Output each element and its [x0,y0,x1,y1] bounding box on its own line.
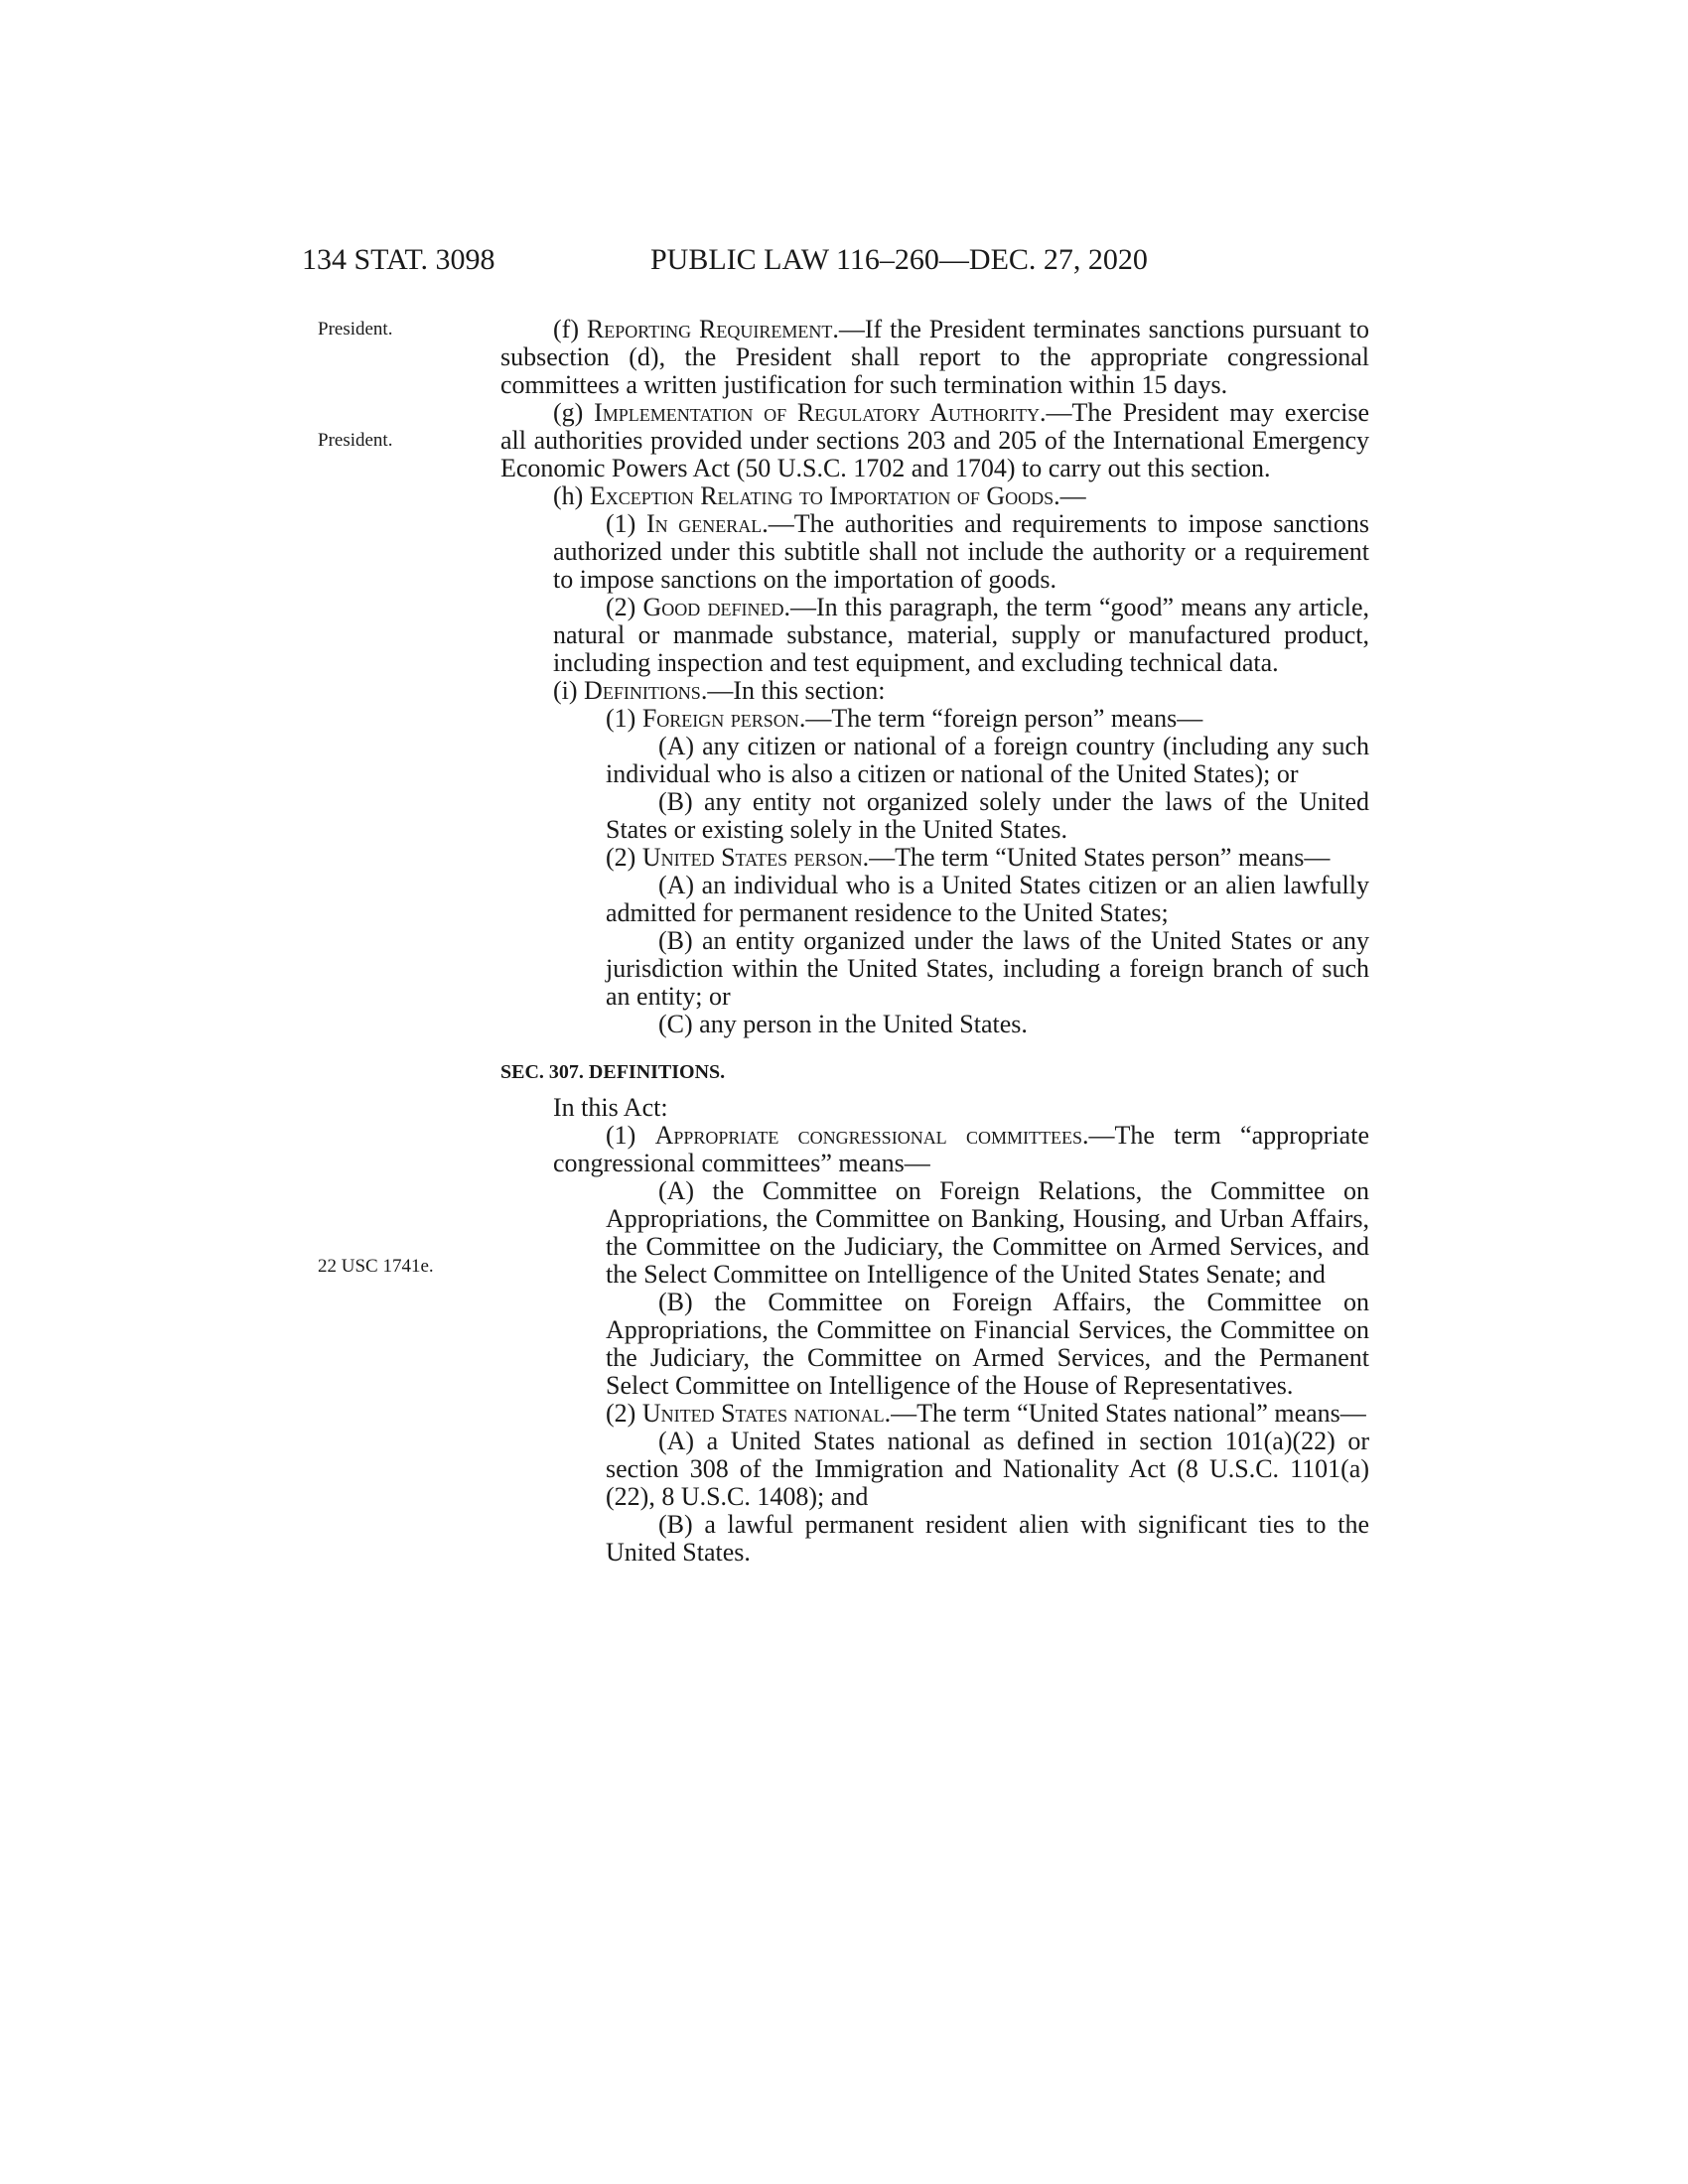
clause-i1B: (B) any entity not organized solely under the laws of the United States or existing solely in the United States. [606,787,1369,844]
margin-note-f: President. [318,319,393,340]
section-heading: SEC. 307. DEFINITIONS. [500,1061,726,1083]
paragraph-h1: (1) In general.—The authorities and requirements to impose sanctions authorized under this subtitle shall not include the authority or a requirement to impose sanctions on the importation of goods. [553,509,1370,594]
paragraph-i2: (2) United States person.—The term “United States person” means— [606,843,1331,872]
document-body [500,316,1369,1567]
paragraph-i1: (1) Foreign person.—The term “foreign person” means— [606,704,1203,733]
paragraph-h2: (2) Good defined.—In this paragraph, the term “good” means any article, natural or manmade substance, material, supply or manufactured product, including inspection and test equipment, and excluding technical data. [553,593,1370,677]
subsection-i: (i) Definitions.—In this section: [553,676,886,705]
definition-2B: (B) a lawful permanent resident alien with significant ties to the United States. [606,1510,1369,1567]
clause-i2A: (A) an individual who is a United States citizen or an alien lawfully admitted for permanent residence to the United States; [606,871,1369,927]
clause-i2B: (B) an entity organized under the laws of the United States or any jurisdiction within the United States, including a foreign branch of such an entity; or [606,926,1369,1011]
definition-1: (1) Appropriate congressional committees.—The term “appropriate congressional committees” means— [553,1121,1369,1177]
margin-note-sec307: 22 USC 1741e. [318,1256,434,1277]
subsection-g: (g) Implementation of Regulatory Authority.—The President may exercise all authorities provided under sections 203 and 205 of the International Emergency Economic Powers Act (50 U.S.C. 1702 and 1704) to carry out this section. [500,398,1369,482]
page-header [302,240,1209,280]
definition-2A: (A) a United States national as defined in section 101(a)(22) or section 308 of the Immigration and Nationality Act (8 U.S.C. 1101(a)(22), 8 U.S.C. 1408); and [606,1427,1369,1511]
subsection-f: (f) Reporting Requirement.—If the President terminates sanctions pursuant to subsection (d), the President shall report to the appropriate congressional committees a written justification for such termination within 15 days. [500,315,1369,399]
section-intro: In this Act: [553,1093,668,1122]
clause-i1A: (A) any citizen or national of a foreign country (including any such individual who is also a citizen or national of the United States); or [606,732,1369,788]
law-title: PUBLIC LAW 116–260—DEC. 27, 2020 [650,243,1148,276]
clause-i2C: (C) any person in the United States. [658,1010,1028,1038]
definition-2: (2) United States national.—The term “United States national” means— [606,1399,1366,1428]
stat-page-number: 134 STAT. 3098 [302,243,495,276]
definition-1A: (A) the Committee on Foreign Relations, the Committee on Appropriations, the Committee on Banking, Housing, and Urban Affairs, the Committee on the Judiciary, the Committee on Armed Services, and the Select Committee on Intelligence of the United States Senate; and [606,1176,1369,1289]
definition-1B: (B) the Committee on Foreign Affairs, the Committee on Appropriations, the Committee on Financial Services, the Committee on the Judiciary, the Committee on Armed Services, and the Permanent Select Committee on Intelligence of the House of Representatives. [606,1288,1369,1400]
subsection-h: (h) Exception Relating to Importation of Goods.— [553,481,1086,510]
margin-note-g: President. [318,430,393,451]
